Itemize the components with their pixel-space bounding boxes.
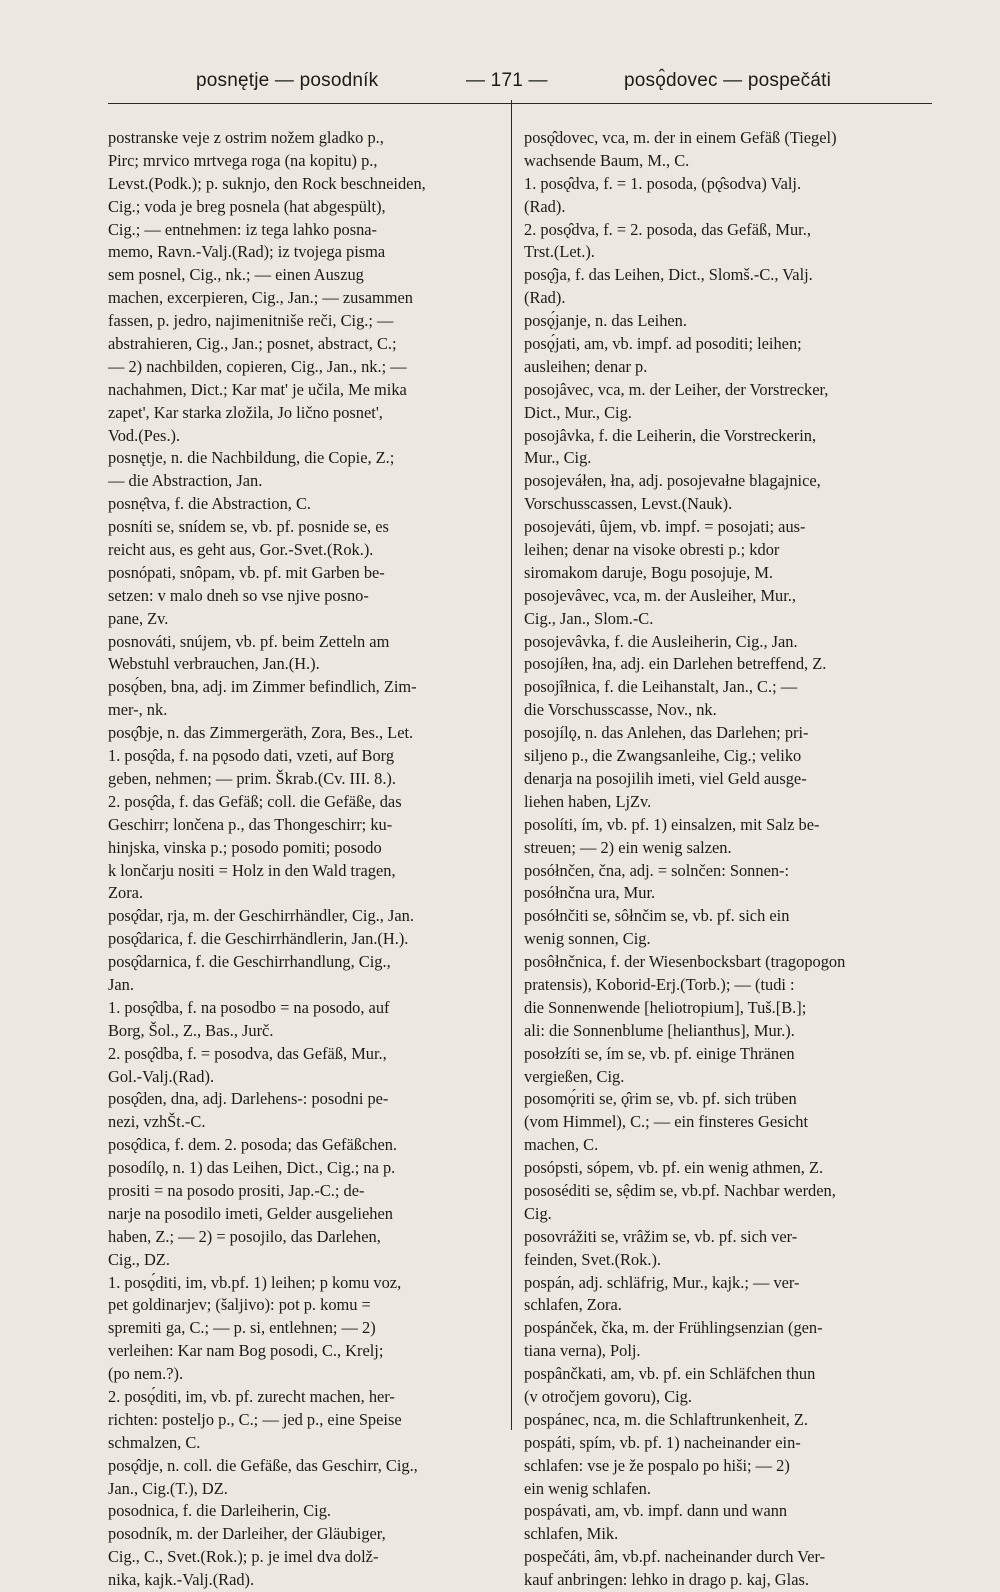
text-line: streuen; — 2) ein wenig salzen.: [524, 837, 732, 857]
text-line: posnováti, snújem, vb. pf. beim Zetteln am: [108, 631, 390, 651]
text-line: posojílǫ, n. das Anlehen, das Darlehen; pri-: [524, 723, 809, 743]
text-line: posojeváłen, łna, adj. posojevałne blagajnice,: [524, 471, 821, 491]
text-line: pospán, adj. schläfrig, Mur., kajk.; — ver-: [524, 1272, 800, 1292]
text-line: posǫ̂dica, f. dem. 2. posoda; das Gefäßchen.: [108, 1135, 398, 1155]
text-line: Vorschusscassen, Levst.(Nauk).: [524, 494, 733, 514]
text-line: posǫ̂darica, f. die Geschirrhändlerin, Jan.(H.).: [108, 929, 409, 949]
text-line: posǫ́ben, bna, adj. im Zimmer befindlich, Zim-: [108, 677, 417, 697]
text-line: Mur., Cig.: [524, 448, 592, 468]
text-line: Cig., Jan., Slom.-C.: [524, 608, 654, 628]
text-line: Cig., C., Svet.(Rok.); p. je imel dva dolž-: [108, 1547, 379, 1567]
text-line: 1. posǫ́diti, im, vb.pf. 1) leihen; p komu voz,: [108, 1272, 402, 1292]
text-line: (po nem.?).: [108, 1364, 184, 1384]
text-line: posodílǫ, n. 1) das Leihen, Dict., Cig.; na p.: [108, 1158, 396, 1178]
column-divider: [511, 100, 512, 1430]
text-line: posovrážiti se, vrâžim se, vb. pf. sich ver-: [524, 1226, 798, 1246]
header-left-guide-word: posnętje — posodník: [196, 70, 379, 91]
text-line: pospânčkati, am, vb. pf. ein Schläfchen thun: [524, 1364, 816, 1384]
text-line: posǫ̂den, dna, adj. Darlehens-: posodni pe-: [108, 1089, 389, 1109]
text-line: nika, kajk.-Valj.(Rad).: [108, 1570, 255, 1590]
text-line: posojîłnica, f. die Leihanstalt, Jan., C.; —: [524, 677, 798, 697]
text-line: posojâvka, f. die Leiherin, die Vorstreckerin,: [524, 425, 817, 445]
text-line: posǫ̂dovec, vca, m. der in einem Gefäß (Tiegel): [524, 128, 837, 147]
text-line: leihen; denar na visoke obresti p.; kdor: [524, 540, 780, 560]
text-line: posodník, m. der Darleiher, der Gläubiger,: [108, 1524, 386, 1544]
text-line: Trst.(Let.).: [524, 242, 595, 262]
text-line: 2. posǫ́diti, im, vb. pf. zurecht machen, her-: [108, 1386, 395, 1406]
text-line: Geschirr; lončena p., das Thongeschirr; ku-: [108, 814, 393, 834]
text-line: sem posnel, Cig., nk.; — einen Auszug: [108, 265, 364, 285]
text-line: reicht aus, es geht aus, Gor.-Svet.(Rok.).: [108, 540, 374, 560]
text-line: machen, excerpieren, Cig., Jan.; — zusammen: [108, 288, 413, 308]
text-line: Cig., DZ.: [108, 1249, 170, 1269]
text-line: posołzíti se, ím se, vb. pf. einige Thränen: [524, 1043, 795, 1063]
text-line: nachahmen, Dict.; Kar mat' je učila, Me mika: [108, 379, 407, 399]
text-line: Vod.(Pes.).: [108, 425, 181, 445]
text-line: posojâvec, vca, m. der Leiher, der Vorstrecker,: [524, 379, 829, 399]
text-line: haben, Z.; — 2) = posojilo, das Darlehen,: [108, 1226, 381, 1246]
text-line: zapet', Kar starka zložila, Jo lično posnet',: [108, 402, 383, 422]
text-line: Cig.: [524, 1203, 552, 1223]
text-line: posolíti, ím, vb. pf. 1) einsalzen, mit Salz be-: [524, 814, 820, 834]
left-column: [108, 127, 501, 1592]
text-line: Webstuhl verbrauchen, Jan.(H.).: [108, 654, 320, 674]
text-line: wenig sonnen, Cig.: [524, 929, 651, 949]
text-line: kauf anbringen: lehko in drago p. kaj, Glas.: [524, 1570, 809, 1590]
text-line: pet goldinarjev; (šaljivo): pot p. komu =: [108, 1295, 371, 1315]
text-line: Levst.(Podk.); p. suknjo, den Rock beschneiden,: [108, 173, 426, 193]
text-line: siljeno p., die Zwangsanleihe, Cig.; veliko: [524, 746, 802, 766]
text-line: ali: die Sonnenblume [helianthus], Mur.).: [524, 1020, 795, 1040]
text-line: posníti se, snídem se, vb. pf. posnide se, es: [108, 517, 389, 537]
text-line: schlafen, Mik.: [524, 1524, 619, 1544]
text-line: pospáti, spím, vb. pf. 1) nacheinander ein-: [524, 1432, 801, 1452]
text-line: posǫ̂bje, n. das Zimmergeräth, Zora, Bes., Let.: [108, 723, 414, 743]
text-line: nezi, vzhŠt.-C.: [108, 1112, 206, 1132]
text-line: 2. posǫ̂dba, f. = posodva, das Gefäß, Mur.,: [108, 1043, 387, 1063]
text-line: Dict., Mur., Cig.: [524, 402, 632, 422]
text-line: mer-, nk.: [108, 700, 168, 720]
text-line: hinjska, vinska p.; posodo pomiti; posodo: [108, 837, 382, 857]
text-line: abstrahieren, Cig., Jan.; posnet, abstract, C.;: [108, 334, 397, 354]
text-line: — 2) nachbilden, copieren, Cig., Jan., nk.; —: [108, 356, 407, 376]
text-line: siromakom daruje, Bogu posojuje, M.: [524, 562, 774, 582]
text-line: schlafen: vse je že pospalo po hiši; — 2): [524, 1455, 790, 1475]
text-line: (Rad).: [524, 288, 566, 308]
text-line: posojíłen, łna, adj. ein Darlehen betreffend, Z.: [524, 654, 827, 674]
text-line: Cig.; voda je breg posnela (hat abgespült),: [108, 196, 386, 216]
text-line: pososéditi se, sệdim se, vb.pf. Nachbar werden,: [524, 1180, 836, 1200]
text-line: (v otročjem govoru), Cig.: [524, 1386, 692, 1406]
text-line: vergießen, Cig.: [524, 1066, 625, 1086]
text-line: posnópati, snôpam, vb. pf. mit Garben be-: [108, 562, 385, 582]
text-line: posojevâvka, f. die Ausleiherin, Cig., Jan.: [524, 631, 798, 651]
text-line: 1. posǫ̂da, f. na pǫsodo dati, vzeti, auf Borg: [108, 746, 395, 766]
text-line: denarja na posojilih imeti, viel Geld ausge-: [524, 768, 807, 788]
text-line: spremiti ga, C.; — p. si, entlehnen; — 2): [108, 1318, 376, 1338]
text-line: pospečáti, âm, vb.pf. nacheinander durch Ver-: [524, 1547, 826, 1567]
text-line: pospávati, am, vb. impf. dann und wann: [524, 1501, 788, 1521]
text-line: posôłnčnica, f. der Wiesenbocksbart (tragopogon: [524, 952, 846, 972]
text-line: posǫ̂darnica, f. die Geschirrhandlung, Cig.,: [108, 952, 391, 972]
text-line: — die Abstraction, Jan.: [108, 471, 263, 491]
text-line: k lončarju nositi = Holz in den Wald tragen,: [108, 860, 396, 880]
header-rule-right: [512, 103, 932, 104]
text-line: pane, Zv.: [108, 608, 169, 628]
text-line: 1. posǫ̂dva, f. = 1. posoda, (pǫ̂sodva) Valj.: [524, 173, 802, 193]
text-line: posojevâvec, vca, m. der Ausleiher, Mur.,: [524, 585, 796, 605]
text-line: machen, C.: [524, 1135, 599, 1155]
text-line: pospánček, čka, m. der Frühlingsenzian (gen-: [524, 1318, 823, 1338]
text-line: posǫ́jati, am, vb. impf. ad posoditi; leihen;: [524, 334, 802, 354]
text-line: posółnčiti se, sôłnčim se, vb. pf. sich ein: [524, 906, 790, 926]
text-line: memo, Ravn.-Valj.(Rad); iz tvojega pisma: [108, 242, 386, 262]
text-line: ausleihen; denar p.: [524, 356, 648, 376]
text-line: Pirc; mrvico mrtvega roga (na kopitu) p.,: [108, 150, 378, 170]
text-line: posǫ̂dar, rja, m. der Geschirrhändler, Cig., Jan.: [108, 906, 414, 926]
text-line: setzen: v malo dneh so vse njive posno-: [108, 585, 369, 605]
text-line: Gol.-Valj.(Rad).: [108, 1066, 215, 1086]
header-right-guide-word: posǫ̂dovec — pospečáti: [624, 70, 831, 91]
text-line: (vom Himmel), C.; — ein finsteres Gesicht: [524, 1112, 809, 1132]
text-line: schmalzen, C.: [108, 1432, 201, 1452]
text-line: die Sonnenwende [heliotropium], Tuš.[B.];: [524, 997, 807, 1017]
text-line: posnętje, n. die Nachbildung, die Copie, Z.;: [108, 448, 395, 468]
text-line: Jan., Cig.(T.), DZ.: [108, 1478, 228, 1498]
text-line: pratensis), Koborid-Erj.(Torb.); — (tudi :: [524, 974, 795, 994]
text-line: postranske veje z ostrim nožem gladko p.,: [108, 128, 384, 147]
text-line: tiana verna), Polj.: [524, 1341, 641, 1361]
text-line: fassen, p. jedro, najimenitniše reči, Cig.; —: [108, 311, 394, 331]
text-line: richten: posteljo p., C.; — jed p., eine Speise: [108, 1409, 402, 1429]
text-line: narje na posodilo imeti, Gelder ausgeliehen: [108, 1203, 393, 1223]
text-line: Cig.; — entnehmen: iz tega lahko posna-: [108, 219, 378, 239]
text-line: ein wenig schlafen.: [524, 1478, 651, 1498]
text-line: posółnčen, čna, adj. = solnčen: Sonnen-:: [524, 860, 790, 880]
text-line: posółnčna ura, Mur.: [524, 883, 656, 903]
text-line: (Rad).: [524, 196, 566, 216]
text-line: prositi = na posodo prositi, Jap.-C.; de-: [108, 1180, 365, 1200]
text-line: posǫ̂ja, f. das Leihen, Dict., Slomš.-C., Valj.: [524, 265, 813, 285]
text-line: posodnica, f. die Darleiherin, Cig.: [108, 1501, 332, 1521]
text-line: feinden, Svet.(Rok.).: [524, 1249, 662, 1269]
text-line: geben, nehmen; — prim. Škrab.(Cv. III. 8.).: [108, 768, 396, 788]
text-line: posǫ̂dje, n. coll. die Gefäße, das Geschirr, Cig.,: [108, 1455, 418, 1475]
text-line: schlafen, Zora.: [524, 1295, 622, 1315]
text-line: wachsende Baum, M., C.: [524, 150, 690, 170]
text-line: Jan.: [108, 974, 134, 994]
text-line: 2. posǫ̂da, f. das Gefäß; coll. die Gefäße, das: [108, 791, 402, 811]
text-line: Borg, Šol., Z., Bas., Jurč.: [108, 1020, 274, 1040]
text-line: posǫ́janje, n. das Leihen.: [524, 311, 687, 331]
text-line: pospánec, nca, m. die Schlaftrunkenheit, Z.: [524, 1409, 809, 1429]
text-line: die Vorschusscasse, Nov., nk.: [524, 700, 717, 720]
page-number: — 171 —: [466, 70, 548, 91]
text-line: posomǫ́riti se, ǫ̂rim se, vb. pf. sich trüben: [524, 1089, 797, 1109]
running-header: [0, 70, 1000, 100]
text-line: posnẹ̑tva, f. die Abstraction, C.: [108, 494, 312, 514]
text-line: liehen haben, LjZv.: [524, 791, 652, 811]
text-line: 2. posǫ̂dva, f. = 2. posoda, das Gefäß, Mur.,: [524, 219, 811, 239]
right-column: [524, 127, 938, 1592]
text-line: posojeváti, ûjem, vb. impf. = posojati; aus-: [524, 517, 806, 537]
text-line: Zora.: [108, 883, 144, 903]
text-line: posópsti, sópem, vb. pf. ein wenig athmen, Z.: [524, 1158, 824, 1178]
text-line: verleihen: Kar nam Bog posodi, C., Krelj;: [108, 1341, 384, 1361]
text-line: 1. posǫ̂dba, f. na posodbo = na posodo, auf: [108, 997, 390, 1017]
